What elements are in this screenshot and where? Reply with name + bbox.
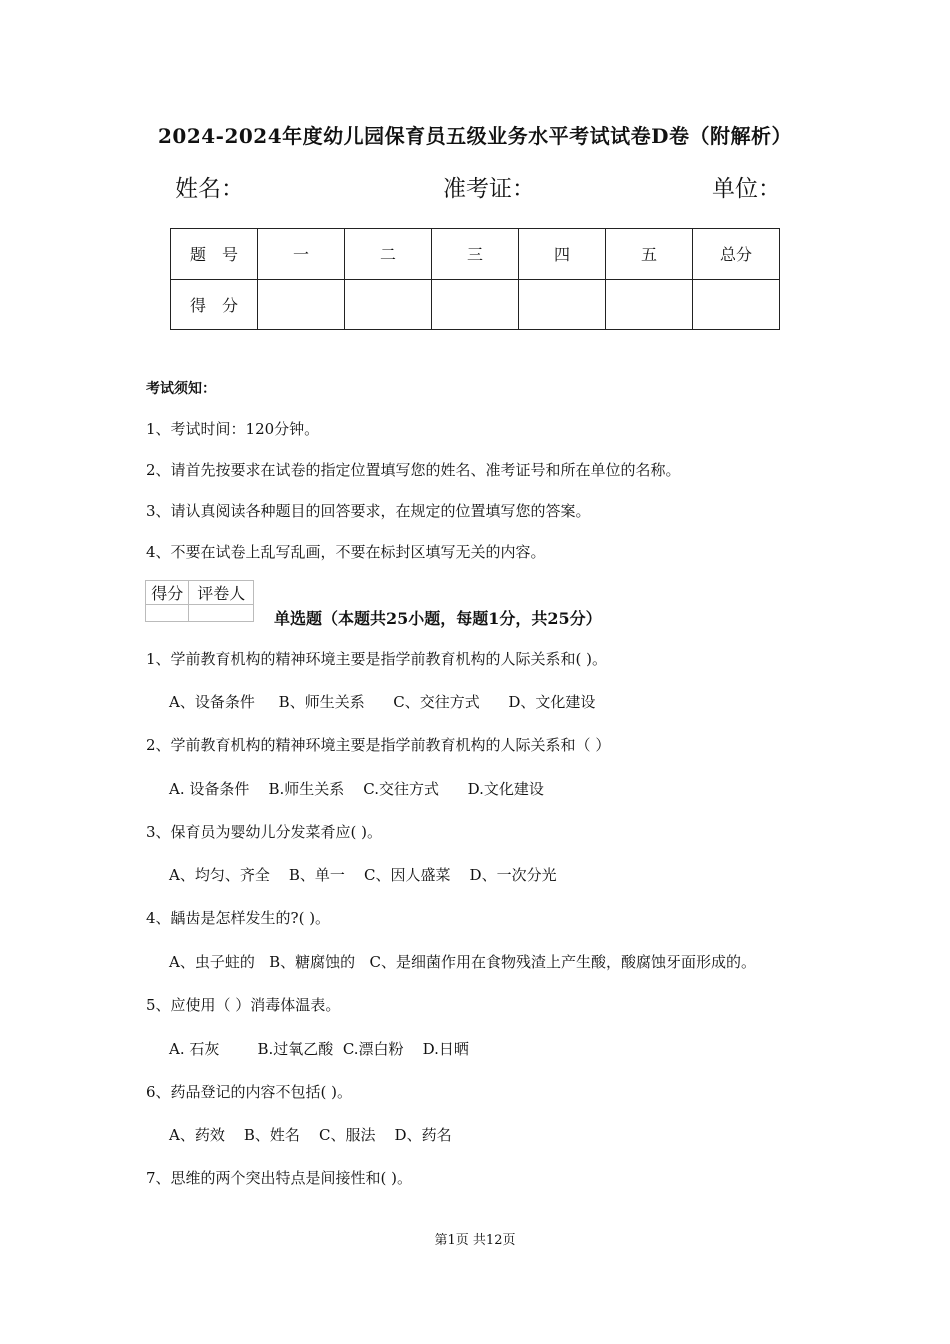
score-cell bbox=[258, 279, 345, 330]
notice-rule: 3、请认真阅读各种题目的回答要求，在规定的位置填写您的答案。 bbox=[146, 502, 591, 520]
question-stem: 6、药品登记的内容不包括( )。 bbox=[146, 1083, 353, 1101]
document-title: 2024-2024年度幼儿园保育员五级业务水平考试试卷D卷（附解析） bbox=[158, 124, 792, 148]
question-stem: 5、应使用（ ）消毒体温表。 bbox=[146, 996, 341, 1014]
question-stem: 7、思维的两个突出特点是间接性和( )。 bbox=[146, 1169, 413, 1187]
grader-box bbox=[145, 580, 254, 622]
question-options: A. 设备条件 B.师生关系 C.交往方式 D.文化建设 bbox=[169, 780, 544, 798]
question-stem: 3、保育员为婴幼儿分发菜肴应( )。 bbox=[146, 823, 383, 841]
question-options: A、药效 B、姓名 C、服法 D、药名 bbox=[169, 1126, 452, 1144]
score-table-score-row bbox=[171, 279, 780, 330]
question-stem: 2、学前教育机构的精神环境主要是指学前教育机构的人际关系和（ ） bbox=[146, 736, 611, 754]
question-options: A. 石灰 B.过氧乙酸 C.漂白粉 D.日晒 bbox=[169, 1040, 469, 1058]
notice-rule: 1、考试时间：120分钟。 bbox=[146, 420, 320, 438]
grader-score-cell bbox=[146, 605, 189, 622]
score-cell bbox=[606, 279, 693, 330]
name-field-label: 姓名： bbox=[175, 176, 244, 202]
grader-score-label: 得分 bbox=[146, 581, 189, 605]
score-cell bbox=[432, 279, 519, 330]
question-stem: 4、龋齿是怎样发生的?( )。 bbox=[146, 909, 331, 927]
score-table-header-row bbox=[171, 229, 780, 280]
grader-name-cell bbox=[189, 605, 254, 622]
score-table-header-cell: 二 bbox=[345, 229, 432, 280]
question-stem: 1、学前教育机构的精神环境主要是指学前教育机构的人际关系和( )。 bbox=[146, 650, 608, 668]
score-table-header-cell: 题 号 bbox=[171, 229, 258, 280]
score-table-header-cell: 总分 bbox=[693, 229, 780, 280]
question-options: A、均匀、齐全 B、单一 C、因人盛菜 D、一次分光 bbox=[169, 866, 557, 884]
score-table-header-cell: 三 bbox=[432, 229, 519, 280]
unit-field-label: 单位： bbox=[712, 176, 781, 202]
score-cell bbox=[519, 279, 606, 330]
score-table-header-cell: 五 bbox=[606, 229, 693, 280]
score-cell bbox=[693, 279, 780, 330]
page-footer: 第1页 共12页 bbox=[434, 1233, 516, 1248]
exam-id-field-label: 准考证： bbox=[443, 176, 535, 202]
score-row-label: 得 分 bbox=[171, 279, 258, 330]
question-options: A、虫子蛀的 B、糖腐蚀的 C、是细菌作用在食物残渣上产生酸，酸腐蚀牙面形成的。 bbox=[169, 953, 756, 971]
score-cell bbox=[345, 279, 432, 330]
score-table-header-cell: 一 bbox=[258, 229, 345, 280]
notice-rule: 4、不要在试卷上乱写乱画，不要在标封区填写无关的内容。 bbox=[146, 543, 546, 561]
score-table-header-cell: 四 bbox=[519, 229, 606, 280]
question-options: A、设备条件 B、师生关系 C、交往方式 D、文化建设 bbox=[169, 693, 596, 711]
score-table bbox=[170, 228, 780, 330]
notice-rule: 2、请首先按要求在试卷的指定位置填写您的姓名、准考证号和所在单位的名称。 bbox=[146, 461, 681, 479]
grader-name-label: 评卷人 bbox=[189, 581, 254, 605]
section-heading: 单选题（本题共25小题，每题1分，共25分） bbox=[274, 609, 602, 628]
notice-heading: 考试须知： bbox=[146, 381, 216, 397]
